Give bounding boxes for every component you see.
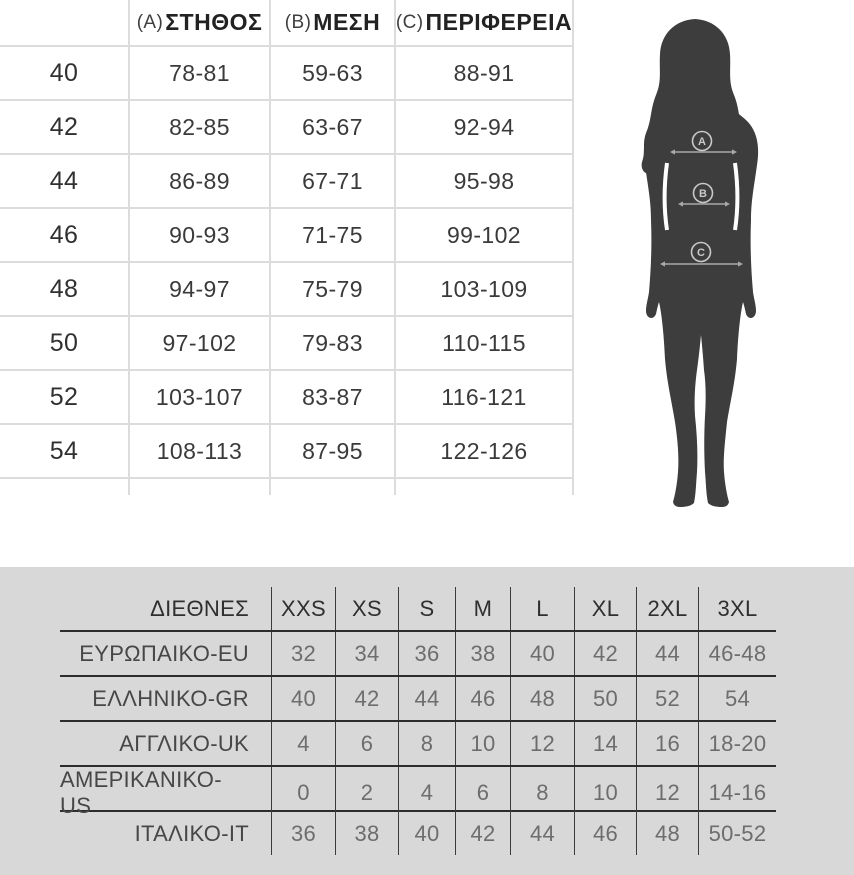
size-cell: 2 bbox=[336, 767, 399, 819]
chest-cell: 108-113 bbox=[130, 425, 271, 479]
size-header-cell: XL bbox=[575, 587, 637, 630]
waist-cell: 87-95 bbox=[271, 425, 396, 479]
size-cell: 38 bbox=[336, 812, 399, 855]
marker-c-letter: C bbox=[697, 247, 705, 259]
conversion-header-row bbox=[60, 587, 776, 630]
size-cell: 40 bbox=[0, 47, 130, 101]
size-cell: 50 bbox=[0, 317, 130, 371]
hips-cell: 110-115 bbox=[396, 317, 574, 371]
size-header-cell: XXS bbox=[272, 587, 336, 630]
size-header-cell: 3XL bbox=[717, 595, 758, 621]
marker-a-letter: A bbox=[698, 136, 706, 148]
size-cell: 46 bbox=[575, 812, 637, 855]
waist-cell: 63-67 bbox=[271, 101, 396, 155]
size-cell: 42 bbox=[336, 677, 399, 720]
size-cell: 12 bbox=[637, 767, 699, 819]
size-cell: 44 bbox=[637, 632, 699, 675]
size-header-cell: L bbox=[511, 587, 575, 630]
hips-cell: 99-102 bbox=[396, 209, 574, 263]
corner-cell bbox=[0, 0, 130, 47]
row-label-it: ΙΤΑΛΙΚΟ-IT bbox=[60, 812, 272, 855]
measurements-stub-row bbox=[0, 479, 574, 495]
column-header-label: ΜΕΣΗ bbox=[313, 9, 381, 35]
size-header-cell: S bbox=[399, 587, 456, 630]
marker-ref-b: (B) bbox=[284, 11, 312, 33]
conversion-table bbox=[60, 587, 776, 855]
size-cell: 40 bbox=[399, 812, 456, 855]
measurements-row-54 bbox=[0, 425, 574, 479]
measurements-row-44 bbox=[0, 155, 574, 209]
size-cell: 44 bbox=[399, 677, 456, 720]
row-label-international: ΔΙΕΘΝΕΣ bbox=[60, 587, 272, 630]
size-cell: 14 bbox=[575, 722, 637, 765]
hips-cell: 103-109 bbox=[396, 263, 574, 317]
size-cell: 50-52 bbox=[708, 820, 767, 846]
size-header-cell: M bbox=[456, 587, 511, 630]
size-cell: 46 bbox=[0, 209, 130, 263]
size-cell: 40 bbox=[511, 632, 575, 675]
size-cell: 32 bbox=[272, 632, 336, 675]
size-header-cell: XS bbox=[336, 587, 399, 630]
measurements-row-50 bbox=[0, 317, 574, 371]
size-cell: 54 bbox=[724, 685, 751, 711]
size-cell: 36 bbox=[399, 632, 456, 675]
chest-cell: 78-81 bbox=[130, 47, 271, 101]
column-header-chest bbox=[130, 0, 271, 47]
column-header-label: ΠΕΡΙΦΕΡΕΙΑ bbox=[425, 9, 573, 35]
size-cell: 18-20 bbox=[708, 730, 767, 756]
conversion-row-eu bbox=[60, 630, 776, 675]
waist-cell: 83-87 bbox=[271, 371, 396, 425]
conversion-row-gr bbox=[60, 675, 776, 720]
size-cell: 48 bbox=[0, 263, 130, 317]
female-silhouette bbox=[595, 15, 854, 515]
size-cell: 42 bbox=[456, 812, 511, 855]
size-cell: 10 bbox=[575, 767, 637, 819]
marker-b-letter: B bbox=[699, 188, 707, 200]
size-cell: 10 bbox=[456, 722, 511, 765]
conversion-row-it bbox=[60, 810, 776, 855]
size-cell: 34 bbox=[336, 632, 399, 675]
hips-cell: 92-94 bbox=[396, 101, 574, 155]
size-cell: 12 bbox=[511, 722, 575, 765]
size-cell: 14-16 bbox=[708, 780, 767, 805]
waist-cell: 79-83 bbox=[271, 317, 396, 371]
size-cell: 50 bbox=[575, 677, 637, 720]
measurement-figure bbox=[595, 15, 854, 515]
size-cell: 36 bbox=[272, 812, 336, 855]
measurements-table bbox=[0, 0, 574, 495]
waist-cell: 75-79 bbox=[271, 263, 396, 317]
size-cell: 6 bbox=[336, 722, 399, 765]
size-cell: 4 bbox=[399, 767, 456, 819]
size-cell: 52 bbox=[0, 371, 130, 425]
size-cell: 6 bbox=[456, 767, 511, 819]
column-header-waist bbox=[271, 0, 396, 47]
row-label-us: ΑΜΕΡΙΚΑΝΙΚΟ- US bbox=[60, 767, 272, 819]
conversion-row-us bbox=[60, 765, 776, 818]
column-header-label: ΣΤΗΘΟΣ bbox=[165, 9, 263, 35]
chest-cell: 97-102 bbox=[130, 317, 271, 371]
size-cell: 42 bbox=[0, 101, 130, 155]
size-cell: 52 bbox=[637, 677, 699, 720]
marker-ref-c: (C) bbox=[395, 11, 424, 33]
measurements-header-row bbox=[0, 0, 574, 47]
hips-cell: 122-126 bbox=[396, 425, 574, 479]
hips-cell: 116-121 bbox=[396, 371, 574, 425]
size-cell: 4 bbox=[272, 722, 336, 765]
size-cell: 8 bbox=[399, 722, 456, 765]
size-cell: 42 bbox=[575, 632, 637, 675]
waist-cell: 67-71 bbox=[271, 155, 396, 209]
size-cell: 0 bbox=[272, 767, 336, 819]
body-shape bbox=[644, 99, 758, 507]
size-cell: 48 bbox=[511, 677, 575, 720]
waist-cell: 59-63 bbox=[271, 47, 396, 101]
chest-cell: 90-93 bbox=[130, 209, 271, 263]
measurements-row-40 bbox=[0, 47, 574, 101]
size-header-cell: 2XL bbox=[637, 587, 699, 630]
measurements-row-52 bbox=[0, 371, 574, 425]
hips-cell: 95-98 bbox=[396, 155, 574, 209]
column-header-hips bbox=[396, 0, 574, 47]
chest-cell: 82-85 bbox=[130, 101, 271, 155]
size-cell: 44 bbox=[511, 812, 575, 855]
size-cell: 54 bbox=[0, 425, 130, 479]
waist-cell: 71-75 bbox=[271, 209, 396, 263]
measurements-row-46 bbox=[0, 209, 574, 263]
size-cell: 38 bbox=[456, 632, 511, 675]
row-label-gr: ΕΛΛΗΝΙΚΟ-GR bbox=[60, 677, 272, 720]
chest-cell: 94-97 bbox=[130, 263, 271, 317]
size-cell: 46 bbox=[456, 677, 511, 720]
size-cell: 46-48 bbox=[708, 640, 767, 666]
conversion-row-uk bbox=[60, 720, 776, 765]
row-label-eu: ΕΥΡΩΠΑΙΚΟ-EU bbox=[60, 632, 272, 675]
size-cell: 8 bbox=[511, 767, 575, 819]
size-cell: 44 bbox=[0, 155, 130, 209]
conversion-panel bbox=[0, 567, 854, 875]
hips-cell: 88-91 bbox=[396, 47, 574, 101]
chest-cell: 86-89 bbox=[130, 155, 271, 209]
size-cell: 40 bbox=[272, 677, 336, 720]
row-label-uk: ΑΓΓΛΙΚΟ-UK bbox=[60, 722, 272, 765]
marker-ref-a: (A) bbox=[136, 11, 164, 33]
measurements-row-48 bbox=[0, 263, 574, 317]
size-cell: 16 bbox=[637, 722, 699, 765]
size-cell: 48 bbox=[637, 812, 699, 855]
measurements-row-42 bbox=[0, 101, 574, 155]
chest-cell: 103-107 bbox=[130, 371, 271, 425]
